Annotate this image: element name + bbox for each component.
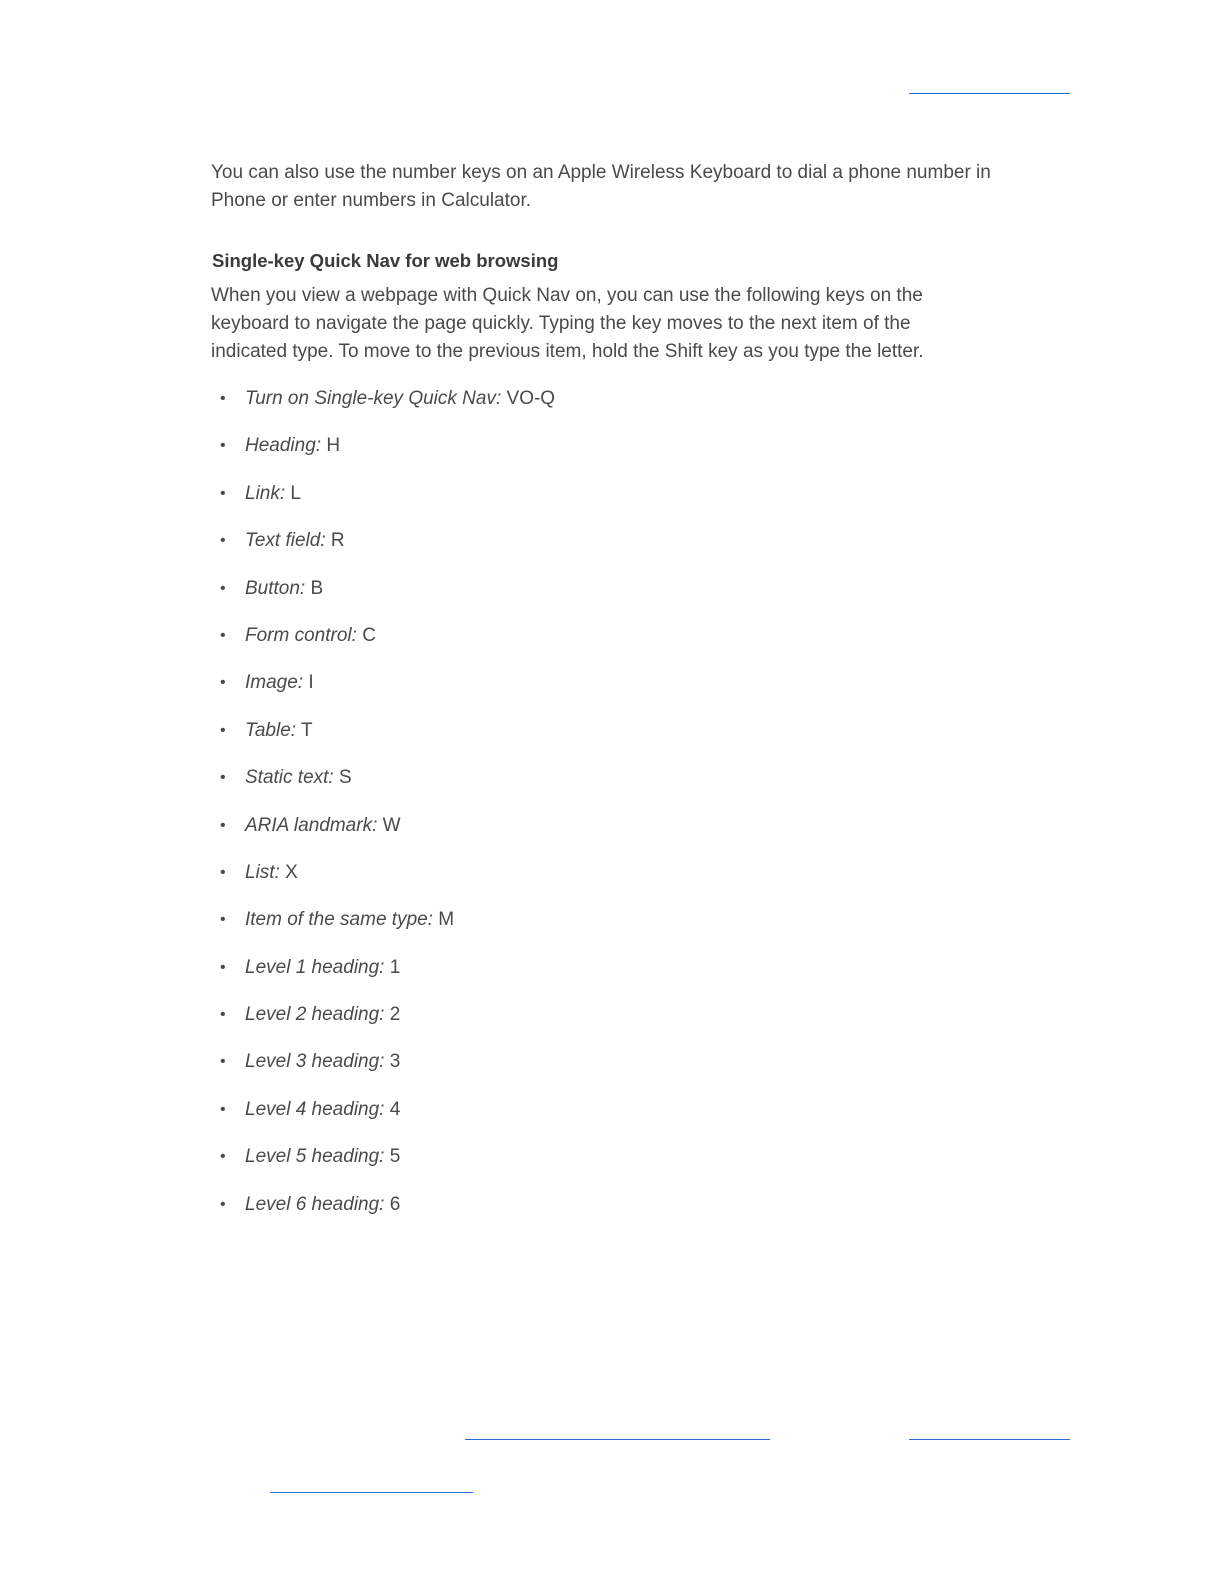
item-key: W (377, 814, 401, 836)
item-key: X (279, 861, 298, 883)
list-item (211, 1096, 555, 1143)
bullet-icon: • (220, 390, 226, 407)
link-underline-bottom-right[interactable] (909, 1439, 1070, 1440)
link-underline-bottom-middle[interactable] (465, 1439, 770, 1440)
bullet-icon: • (220, 1053, 226, 1071)
bullet-icon: • (220, 579, 226, 597)
list-item (211, 1001, 555, 1048)
bullet-icon: • (220, 674, 226, 692)
list-item (211, 432, 555, 479)
item-key: I (303, 672, 314, 694)
bullet-icon: • (220, 816, 226, 834)
list-item (211, 954, 555, 1001)
item-term: Table: (245, 719, 297, 741)
item-key: 4 (384, 1098, 401, 1120)
list-item (211, 906, 555, 953)
list-item (211, 1143, 555, 1190)
list-item (211, 527, 555, 574)
item-term: List: (245, 861, 280, 883)
list-item (211, 859, 555, 906)
bullet-icon: • (220, 1006, 226, 1024)
item-term: Item of the same type: (245, 909, 433, 931)
intro-block (211, 159, 991, 215)
item-term: Image: (245, 672, 304, 694)
bullet-icon: • (220, 484, 226, 502)
list-item (211, 764, 555, 811)
link-underline-bottom-left[interactable] (270, 1492, 473, 1493)
bullet-icon: • (220, 911, 226, 929)
section-heading: Single-key Quick Nav for web browsing (212, 250, 559, 271)
bullet-icon: • (220, 769, 226, 787)
item-term: Level 1 heading: (245, 956, 385, 978)
item-key: R (325, 530, 345, 552)
item-term: Link: (245, 482, 286, 504)
bullet-icon: • (220, 863, 226, 881)
item-key: VO-Q (501, 388, 556, 409)
item-term: Form control: (245, 624, 357, 646)
bullet-icon: • (220, 532, 226, 550)
item-term: Heading: (245, 435, 322, 457)
quick-nav-list (211, 385, 555, 1238)
item-key: 6 (384, 1193, 401, 1215)
list-item (211, 812, 555, 859)
item-key: 3 (384, 1051, 401, 1073)
bullet-icon: • (220, 1195, 226, 1213)
item-key: M (432, 909, 455, 931)
list-item (211, 717, 555, 764)
bullet-icon: • (220, 1148, 226, 1166)
item-term: Level 3 heading: (245, 1051, 385, 1073)
list-item (211, 622, 555, 669)
item-key: L (285, 482, 301, 504)
bullet-icon: • (220, 437, 226, 455)
item-term: Level 5 heading: (245, 1146, 385, 1168)
body-paragraph: When you view a webpage with Quick Nav on, you can use the following keys on the keyboard to navigate the page quickly. Typing the key moves to the next item of the indicated type. To move to the previous item, hold the Shift key as you type the letter. (211, 285, 924, 362)
list-item (211, 669, 555, 716)
item-key: B (305, 577, 324, 599)
body-block (211, 282, 991, 366)
item-term: ARIA landmark: (245, 814, 378, 836)
bullet-icon: • (220, 1100, 226, 1118)
item-term: Level 2 heading: (245, 1004, 385, 1026)
bullet-icon: • (220, 626, 226, 644)
link-underline-top[interactable] (909, 93, 1070, 94)
list-item (211, 1191, 555, 1238)
item-key: 5 (384, 1146, 401, 1168)
bullet-icon: • (220, 958, 226, 976)
list-item (211, 1048, 555, 1095)
item-key: T (296, 719, 313, 741)
list-item (211, 480, 555, 527)
list-item (211, 575, 555, 622)
item-key: 2 (384, 1004, 401, 1026)
item-key: C (356, 624, 376, 646)
item-term: Turn on Single-key Quick Nav: (245, 388, 502, 409)
item-term: Button: (245, 577, 306, 599)
item-key: 1 (384, 956, 401, 978)
item-term: Static text: (245, 767, 334, 789)
item-term: Level 4 heading: (245, 1098, 385, 1120)
item-term: Text field: (245, 530, 326, 552)
item-key: S (333, 767, 352, 789)
intro-paragraph: You can also use the number keys on an Apple Wireless Keyboard to dial a phone number in Phone or enter numbers in Calculator. (211, 162, 991, 211)
item-term: Level 6 heading: (245, 1193, 385, 1215)
item-key: H (321, 435, 341, 457)
bullet-icon: • (220, 721, 226, 739)
list-item (211, 385, 555, 432)
